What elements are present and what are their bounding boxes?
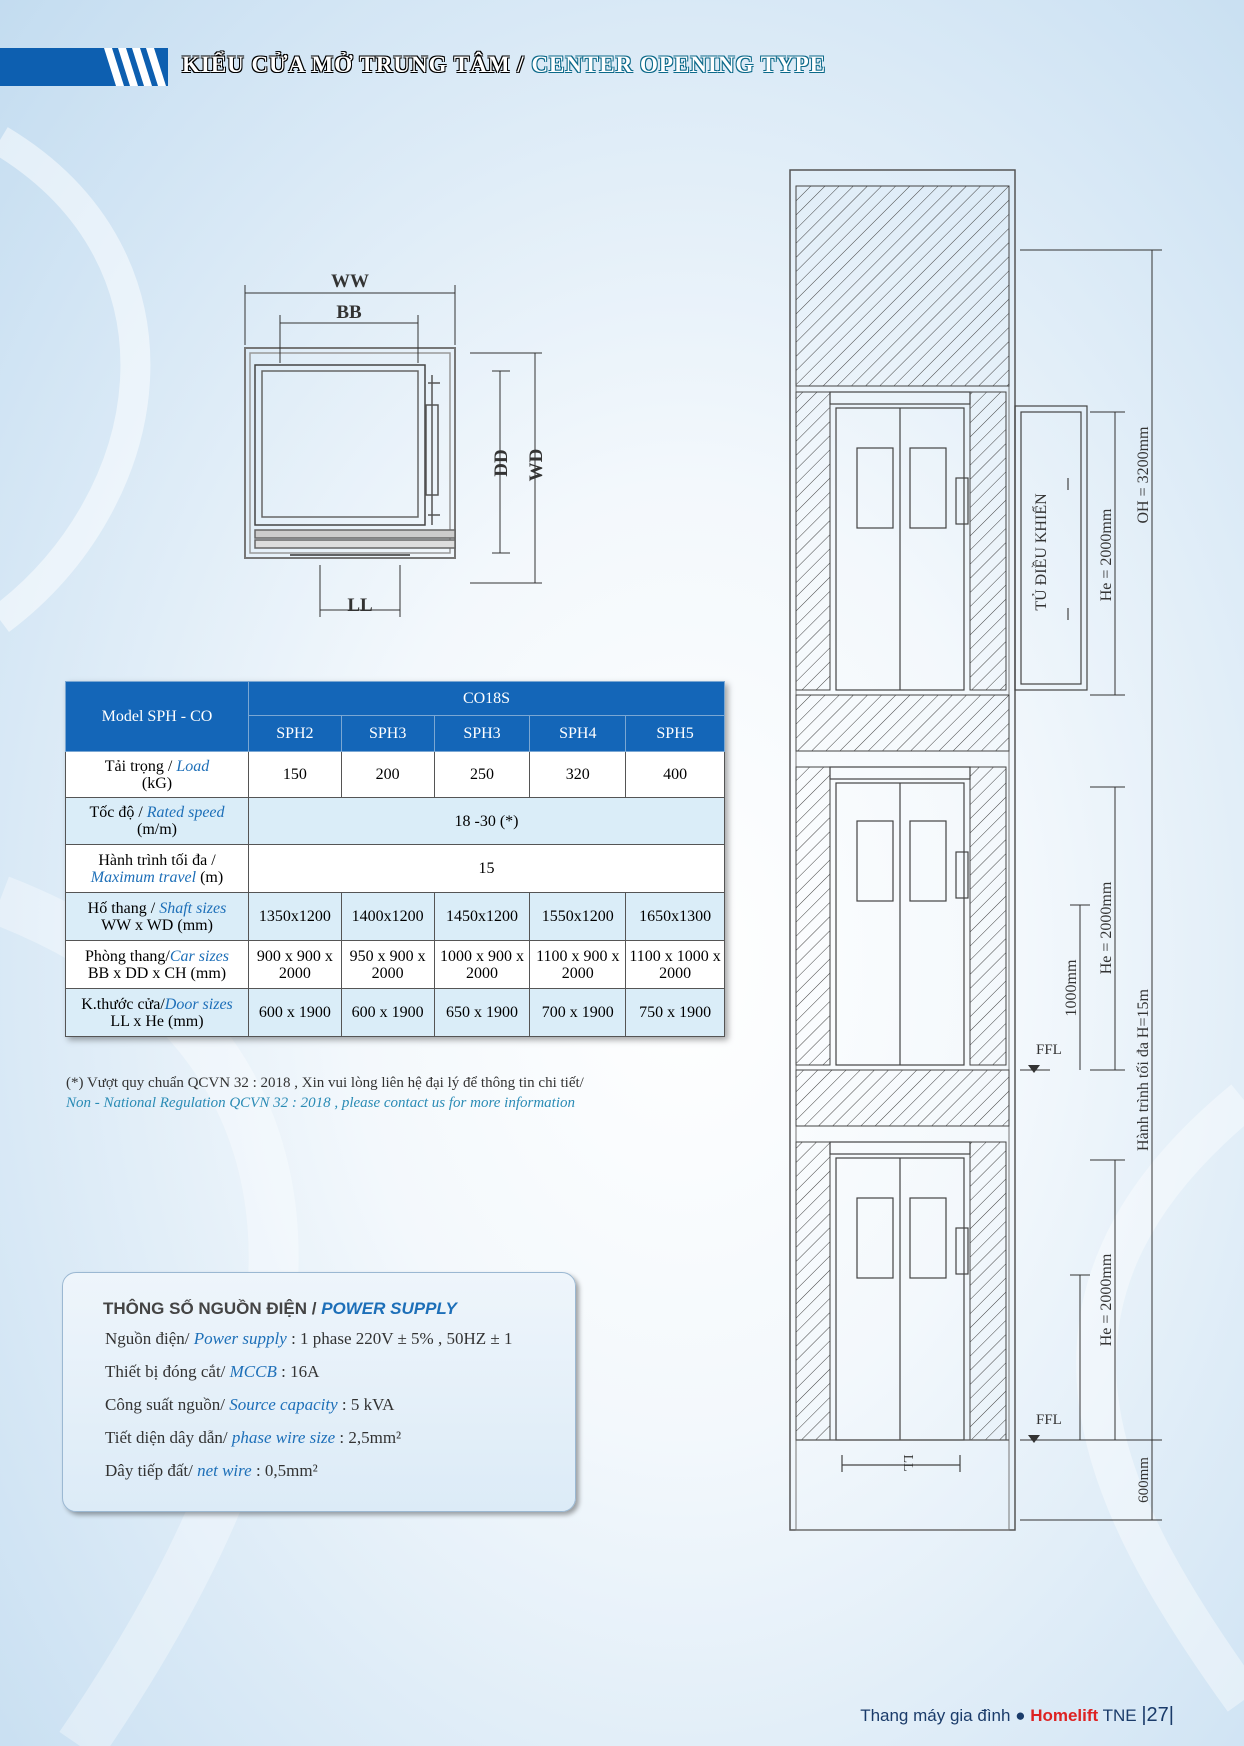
power-row: Nguồn điện/ Power supply : 1 phase 220V ± 5% , 50HZ ± 1 — [105, 1329, 513, 1348]
page-title — [182, 52, 826, 78]
table-cell: 600 x 1900 — [249, 989, 342, 1037]
spec-table — [65, 681, 725, 1037]
table-cell: 1350x1200 — [249, 893, 342, 941]
title-english: CENTER OPENING TYPE — [531, 52, 827, 77]
table-row — [66, 798, 725, 845]
regulation-note — [66, 1073, 584, 1113]
ffl-label: FFL — [1036, 1412, 1062, 1428]
dd-label: DD — [491, 449, 512, 477]
note-vietnamese: (*) Vượt quy chuẩn QCVN 32 : 2018 , Xin vui lòng liên hệ đại lý để thông tin chi tiết/ — [66, 1075, 584, 1091]
table-cell: 1100 x 1000 x 2000 — [626, 941, 725, 989]
brand-name: Homelift — [1030, 1706, 1099, 1725]
ffl-label: FFL — [1036, 1042, 1062, 1058]
page-number: |27| — [1141, 1704, 1174, 1726]
group-header: CO18S — [249, 682, 725, 716]
table-cell: 900 x 900 x 2000 — [249, 941, 342, 989]
table-row — [66, 893, 725, 941]
bb-label: BB — [336, 302, 362, 323]
table-row — [66, 752, 725, 798]
table-cell: 1650x1300 — [626, 893, 725, 941]
col-header: SPH5 — [626, 716, 725, 752]
oh-label: OH = 3200mm — [1135, 426, 1152, 524]
control-cabinet-label: TỦ ĐIỀU KHIỂN — [1033, 493, 1050, 611]
col-header: SPH3 — [341, 716, 434, 752]
bullet-icon: ● — [1015, 1706, 1026, 1725]
ww-label: WW — [331, 271, 369, 292]
table-cell: 1400x1200 — [341, 893, 434, 941]
shaft-section-drawing — [780, 160, 1200, 1540]
table-cell: 700 x 1900 — [530, 989, 626, 1037]
col-header: SPH3 — [434, 716, 530, 752]
row-label: K.thước cửa/Door sizes LL x He (mm) — [66, 989, 249, 1037]
table-cell: 1100 x 900 x 2000 — [530, 941, 626, 989]
power-row: Thiết bị đóng cắt/ MCCB : 16A — [105, 1362, 320, 1381]
ll-label: LL — [347, 595, 373, 616]
title-vietnamese: KIỂU CỬA MỞ TRUNG TÂM / — [182, 52, 532, 77]
power-title: THÔNG SỐ NGUỒN ĐIỆN / POWER SUPPLY — [103, 1299, 457, 1318]
table-cell: 200 — [341, 752, 434, 798]
he-mid-label: He = 2000mm — [1098, 881, 1115, 975]
col-header: SPH2 — [249, 716, 342, 752]
table-cell: 1550x1200 — [530, 893, 626, 941]
row-label: Tải trọng / Load (kG) — [66, 752, 249, 798]
table-cell: 150 — [249, 752, 342, 798]
row-label: Tốc độ / Rated speed (m/m) — [66, 798, 249, 845]
table-cell: 950 x 900 x 2000 — [341, 941, 434, 989]
travel-label: Hành trình tối đa H=15m — [1135, 989, 1152, 1151]
table-cell: 1450x1200 — [434, 893, 530, 941]
table-cell: 750 x 1900 — [626, 989, 725, 1037]
row-label: Hố thang / Shaft sizes WW x WD (mm) — [66, 893, 249, 941]
h-1000-label: 1000mm — [1063, 959, 1080, 1017]
brand-suffix: TNE — [1102, 1706, 1137, 1725]
wd-label: WD — [526, 448, 547, 482]
he-top-label: He = 2000mm — [1098, 508, 1115, 602]
table-row — [66, 941, 725, 989]
table-cell: 320 — [530, 752, 626, 798]
table-cell: 250 — [434, 752, 530, 798]
table-row — [66, 845, 725, 893]
table-cell: 1000 x 900 x 2000 — [434, 941, 530, 989]
table-cell: 400 — [626, 752, 725, 798]
shaft-plan-drawing — [230, 265, 600, 625]
table-cell: 18 -30 (*) — [249, 798, 725, 845]
header-stripes-icon — [104, 48, 168, 86]
model-header: Model SPH - CO — [66, 682, 249, 752]
table-cell: 650 x 1900 — [434, 989, 530, 1037]
col-header: SPH4 — [530, 716, 626, 752]
footer — [860, 1704, 1174, 1727]
note-english: Non - National Regulation QCVN 32 : 2018 , please contact us for more information — [66, 1095, 576, 1111]
power-row: Tiết diện dây dẫn/ phase wire size : 2,5mm² — [105, 1428, 402, 1447]
row-label: Phòng thang/Car sizes BB x DD x CH (mm) — [66, 941, 249, 989]
table-cell: 600 x 1900 — [341, 989, 434, 1037]
row-label: Hành trình tối đa / Maximum travel (m) — [66, 845, 249, 893]
pit-label: 600mm — [1136, 1457, 1152, 1503]
table-cell: 15 — [249, 845, 725, 893]
he-bottom-label: He = 2000mm — [1098, 1253, 1115, 1347]
power-row: Dây tiếp đất/ net wire : 0,5mm² — [105, 1461, 318, 1480]
power-supply-box — [62, 1272, 576, 1512]
footer-text: Thang máy gia đình — [860, 1706, 1011, 1725]
ll-label: LL — [900, 1454, 915, 1472]
table-row — [66, 989, 725, 1037]
power-row: Công suất nguồn/ Source capacity : 5 kVA — [105, 1395, 395, 1414]
